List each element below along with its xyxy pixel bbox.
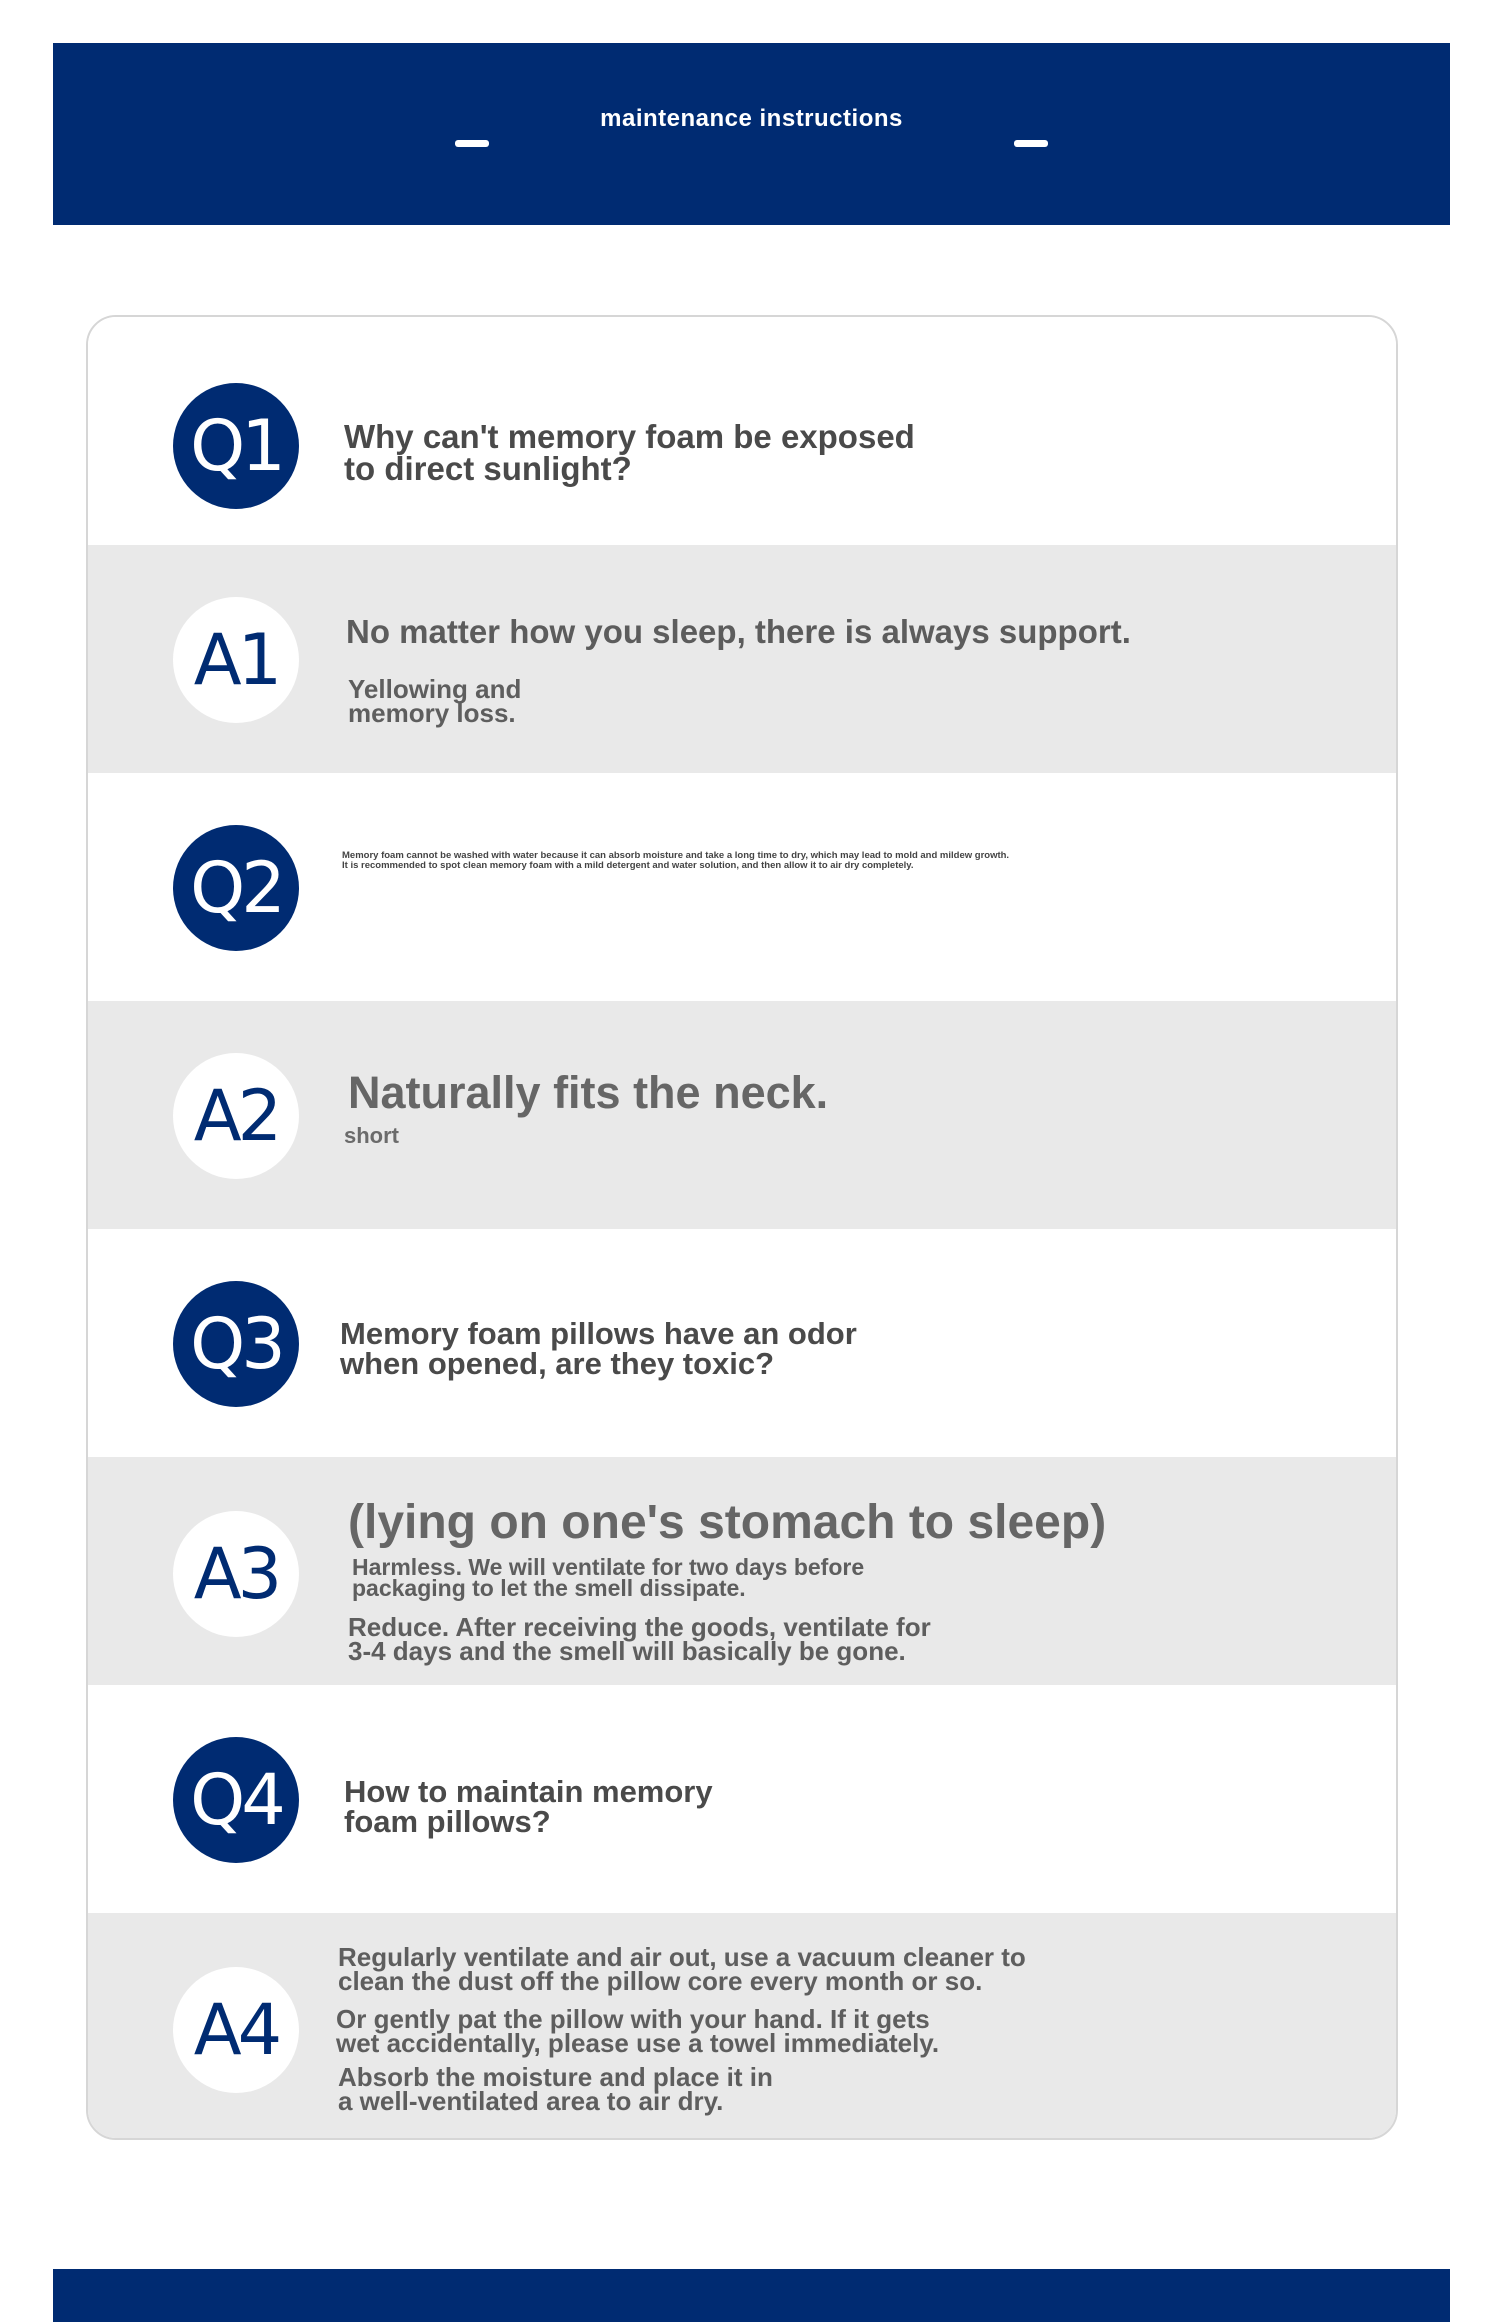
answer-2-headline: Naturally fits the neck. <box>348 1067 829 1118</box>
question-row-1 <box>88 317 1396 545</box>
a4-badge: A4 <box>173 1967 299 2093</box>
answer-row-2 <box>88 1001 1396 1229</box>
question-1-text: Why can't memory foam be exposed to direct sunlight? <box>344 418 915 487</box>
q3-badge: Q3 <box>173 1281 299 1407</box>
page-title: maintenance instructions <box>600 105 903 132</box>
answer-3-text-1: Harmless. We will ventilate for two days before packaging to let the smell dissipate. <box>352 1554 865 1601</box>
question-2-text: Memory foam cannot be washed with water because it can absorb moisture and take a long time to dry, which may lead to mold and mildew growth. It is recommended to spot clean memory foam with a mild detergent and water solution, and then allow it to air dry completely. <box>342 850 1010 871</box>
answer-2-text: short <box>344 1123 399 1148</box>
faq-card <box>86 315 1398 2140</box>
dash-left-decoration <box>455 140 489 147</box>
answer-3-headline: (lying on one's stomach to sleep) <box>348 1496 1107 1549</box>
answer-row-1 <box>88 545 1396 773</box>
dash-right-decoration <box>1014 140 1048 147</box>
question-row-3 <box>88 1229 1396 1457</box>
footer-banner <box>53 2269 1450 2322</box>
answer-4-text-2: Or gently pat the pillow with your hand. If it gets wet accidentally, please use a towel immediately. <box>336 2004 940 2058</box>
answer-4-text-1: Regularly ventilate and air out, use a vacuum cleaner to clean the dust off the pillow core every month or so. <box>338 1942 1026 1996</box>
a2-badge: A2 <box>173 1053 299 1179</box>
answer-1-headline: No matter how you sleep, there is always support. <box>346 613 1131 650</box>
answer-4-text-3: Absorb the moisture and place it in a well-ventilated area to air dry. <box>338 2062 773 2116</box>
answer-row-3 <box>88 1457 1396 1685</box>
question-4-text: How to maintain memory foam pillows? <box>344 1774 713 1839</box>
a3-badge: A3 <box>173 1511 299 1637</box>
header-banner <box>53 43 1450 225</box>
question-row-2 <box>88 773 1396 1001</box>
answer-3-text-2: Reduce. After receiving the goods, ventilate for 3-4 days and the smell will basically be gone. <box>348 1612 931 1666</box>
question-row-4 <box>88 1685 1396 1913</box>
answer-1-text: Yellowing and memory loss. <box>348 674 522 728</box>
q2-badge: Q2 <box>173 825 299 951</box>
q1-badge: Q1 <box>173 383 299 509</box>
answer-row-4 <box>88 1913 1396 2140</box>
question-3-text: Memory foam pillows have an odor when opened, are they toxic? <box>340 1316 857 1381</box>
q4-badge: Q4 <box>173 1737 299 1863</box>
a1-badge: A1 <box>173 597 299 723</box>
